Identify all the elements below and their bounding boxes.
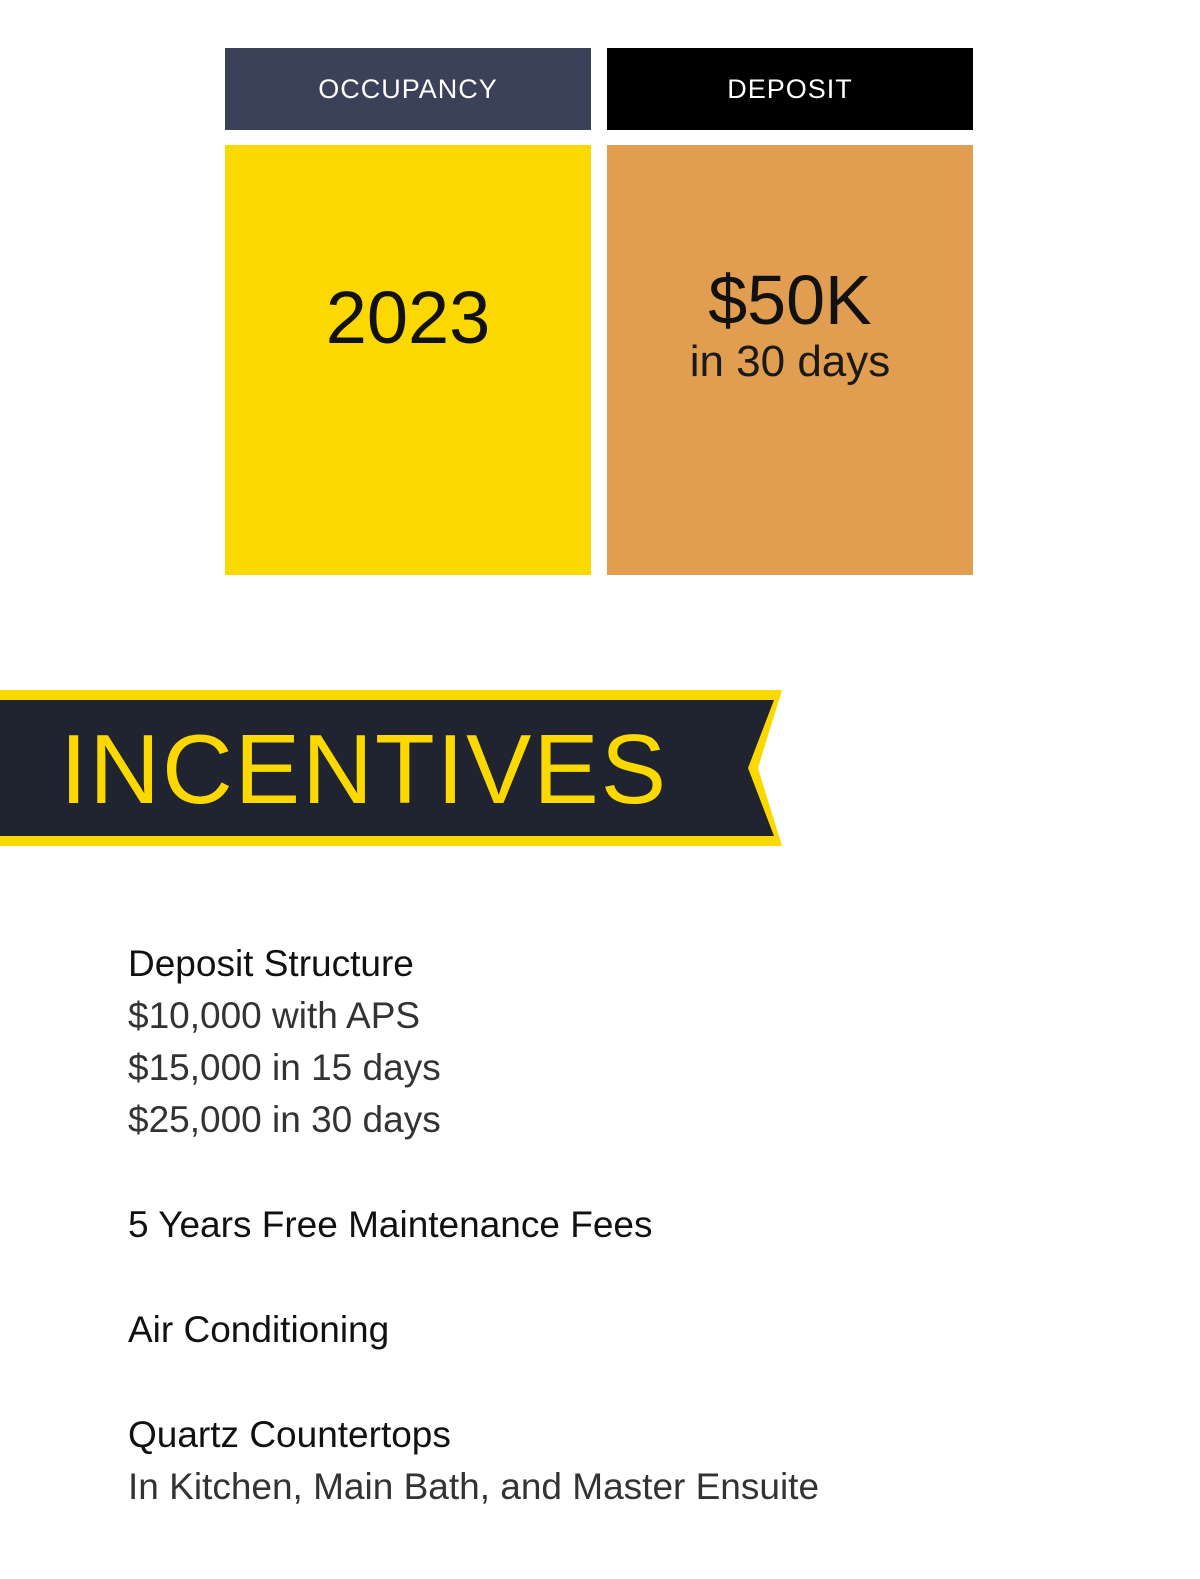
occupancy-card <box>225 145 591 575</box>
occupancy-header <box>225 48 591 130</box>
occupancy-year: 2023 <box>325 276 491 359</box>
incentive-title: 5 Years Free Maintenance Fees <box>128 1204 653 1245</box>
incentive-title: Deposit Structure <box>128 943 414 984</box>
banner-title: INCENTIVES <box>60 714 669 824</box>
deposit-label: DEPOSIT <box>727 73 853 104</box>
incentive-detail: In Kitchen, Main Bath, and Master Ensuite <box>128 1466 820 1507</box>
incentive-title: Air Conditioning <box>128 1309 390 1350</box>
incentive-countertops <box>128 1409 1128 1513</box>
deposit-amount: $50K <box>708 261 872 339</box>
occupancy-label: OCCUPANCY <box>318 73 498 104</box>
incentive-detail: $15,000 in 15 days <box>128 1047 441 1088</box>
incentive-title: Quartz Countertops <box>128 1414 451 1455</box>
incentive-air-conditioning <box>128 1304 1128 1356</box>
deposit-terms: in 30 days <box>689 337 891 386</box>
incentive-deposit-structure <box>128 938 1128 1146</box>
incentive-maintenance <box>128 1199 1128 1251</box>
incentive-detail: $10,000 with APS <box>128 995 421 1036</box>
deposit-header <box>607 48 973 130</box>
incentive-detail: $25,000 in 30 days <box>128 1099 441 1140</box>
incentives-list <box>128 938 1128 1513</box>
